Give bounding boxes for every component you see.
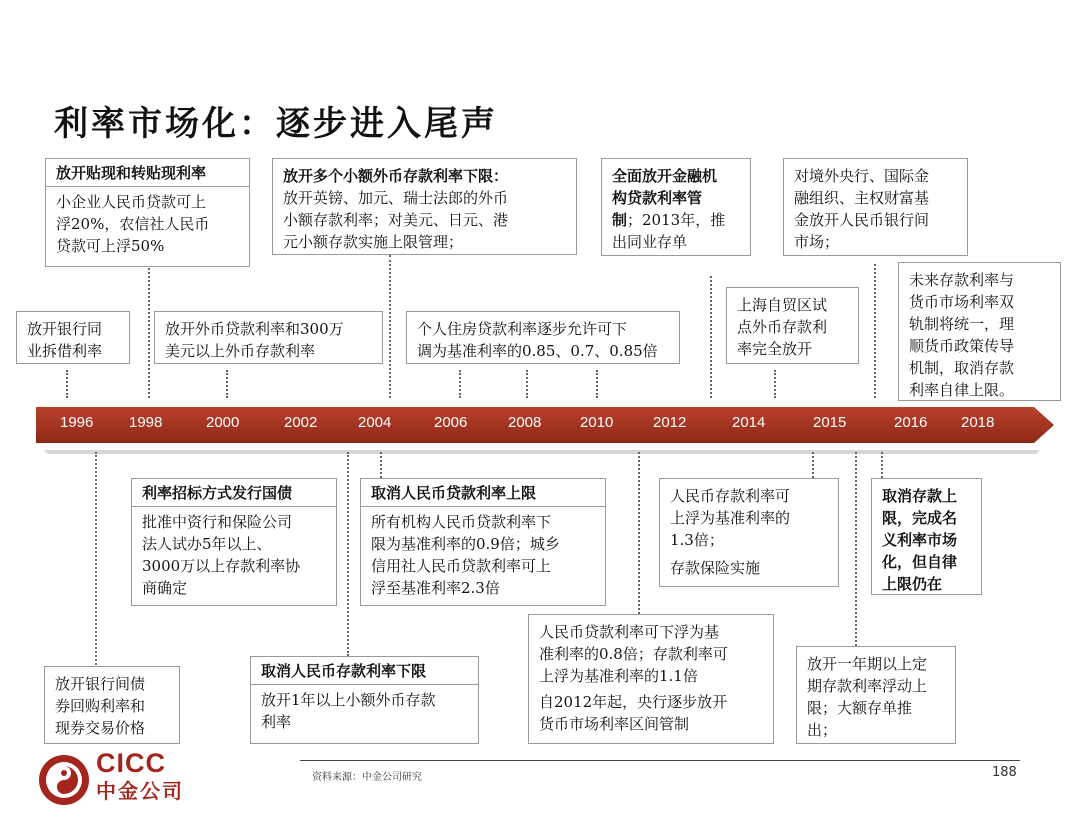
connector-line — [596, 370, 598, 398]
event-box-bold-text: 全面放开金融机 构贷款利率管 制 — [612, 167, 718, 229]
event-box-body: 人民币贷款利率可下浮为基 准利率的0.8倍；存款利率可 上浮为基准利率的1.1倍 — [539, 623, 728, 685]
connector-line — [710, 276, 712, 398]
event-box-2006-mortgage — [406, 311, 680, 364]
connector-line — [874, 264, 876, 398]
connector-line — [881, 452, 883, 478]
event-box-body: 自2012年起，央行逐步放开 货币市场利率区间管制 — [539, 693, 728, 733]
event-box-body: 存款保险实施 — [670, 559, 761, 577]
event-box-body: 放开一年期以上定 期存款利率浮动上 限；大额存单推 出； — [807, 655, 928, 739]
event-box-2014-ftz — [726, 287, 859, 364]
event-box-future — [898, 262, 1061, 401]
year-label: 2018 — [961, 414, 995, 431]
connector-line — [526, 370, 528, 398]
event-box-2000-fx-loan — [154, 311, 383, 364]
year-label: 1998 — [129, 414, 163, 431]
event-box-header: 放开贴现和转贴现利率 — [46, 159, 249, 187]
footer-divider — [300, 760, 1020, 761]
event-box-body: 对境外央行、国际金 融组织、主权财富基 金放开人民币银行间 市场； — [794, 167, 930, 251]
year-label: 2015 — [813, 414, 847, 431]
year-label: 2002 — [284, 414, 318, 431]
page-title: 利率市场化：逐步进入尾声 — [54, 104, 498, 144]
connector-line — [95, 452, 97, 668]
year-label: 2004 — [358, 414, 392, 431]
cicc-logo-icon — [36, 752, 92, 808]
connector-line — [812, 452, 814, 478]
event-box-2004-deposit-floor — [250, 656, 479, 744]
event-box-header: 取消人民币贷款利率上限 — [361, 479, 605, 507]
event-box-body: 放开1年以上小额外币存款 利率 — [261, 691, 436, 731]
source-note: 资料来源：中金公司研究 — [312, 772, 422, 783]
connector-line — [148, 268, 150, 398]
event-box-2013-loan-rate — [601, 158, 751, 256]
event-box-1999-treasury-bond — [131, 478, 337, 606]
event-box-text — [660, 479, 838, 585]
event-box-body: 个人住房贷款利率逐步允许可下 调为基准利率的0.85、0.7、0.85倍 — [417, 320, 658, 360]
connector-line — [638, 452, 640, 614]
event-box-text — [273, 159, 576, 259]
connector-line — [226, 370, 228, 398]
event-box-1997-discount-rate — [45, 158, 250, 267]
year-label: 2000 — [206, 414, 240, 431]
event-box-text — [529, 615, 773, 741]
event-box-1996-interbank-lending — [16, 311, 130, 364]
connector-line — [459, 370, 461, 398]
event-box-text — [602, 159, 750, 259]
event-box-body: 小企业人民币贷款可上 浮20%，农信社人民币 贷款可上浮50% — [56, 193, 210, 255]
event-box-header: 取消人民币存款利率下限 — [251, 657, 478, 685]
year-label: 2012 — [653, 414, 687, 431]
event-box-body: 批准中资行和保险公司 法人试办5年以上、 3000万以上存款利率协 商确定 — [142, 513, 301, 597]
year-label: 2008 — [508, 414, 542, 431]
year-label: 1996 — [60, 414, 94, 431]
connector-line — [774, 370, 776, 398]
connector-line — [347, 452, 349, 656]
event-box-body: 放开银行同 业拆借利率 — [27, 320, 103, 360]
event-box-2015-deposit-ceiling — [871, 478, 982, 595]
event-box-2015-interbank-market — [783, 158, 968, 256]
event-box-header: 利率招标方式发行国债 — [132, 479, 336, 507]
event-box-body: 所有机构人民币贷款利率下 限为基准利率的0.9倍；城乡 信用社人民币贷款利率可上 浮至基准利率2.3倍 — [371, 513, 560, 597]
event-box-body: 上海自贸区试 点外币存款利 率完全放开 — [737, 296, 828, 358]
event-box-2004-loan-ceiling — [360, 478, 606, 606]
connector-line — [66, 370, 68, 398]
logo-text-en: CICC — [96, 748, 166, 778]
connector-line — [855, 452, 857, 646]
event-box-2015-cd-launch — [796, 646, 956, 744]
event-box-1997-repo-rate — [44, 666, 180, 744]
year-label: 2014 — [732, 414, 766, 431]
connector-line — [389, 255, 391, 398]
event-box-body: 放开银行间债 券回购利率和 现券交易价格 — [55, 675, 146, 737]
page-number: 188 — [992, 765, 1017, 780]
logo-text-cn: 中金公司 — [96, 779, 184, 803]
year-label: 2010 — [580, 414, 614, 431]
event-box-header: 放开多个小额外币存款利率下限： — [283, 167, 509, 185]
event-box-body: 未来存款利率与 货币市场利率双 轨制将统一，理 顺货币政策传导 机制，取消存款 利率自律上限。 — [909, 271, 1015, 399]
connector-line — [380, 452, 382, 478]
event-box-2004-fx-deposit — [272, 158, 577, 255]
year-label: 2016 — [894, 414, 928, 431]
event-box-body: 取消存款上 限，完成名 义利率市场 化，但自律 上限仍在 — [882, 487, 958, 593]
event-box-body: 人民币存款利率可 上浮为基准利率的 1.3倍； — [670, 487, 791, 549]
event-box-2012-float-band — [528, 614, 774, 744]
event-box-body: 放开外币贷款利率和300万 美元以上外币存款利率 — [165, 320, 344, 360]
event-box-body: 放开英镑、加元、瑞士法郎的外币 小额存款利率；对美元、日元、港 元小额存款实施上限管理； — [283, 189, 509, 251]
event-box-body: ；2013年，推 出同业存单 — [612, 211, 726, 251]
event-box-2014-deposit-rate — [659, 478, 839, 587]
year-label: 2006 — [434, 414, 468, 431]
